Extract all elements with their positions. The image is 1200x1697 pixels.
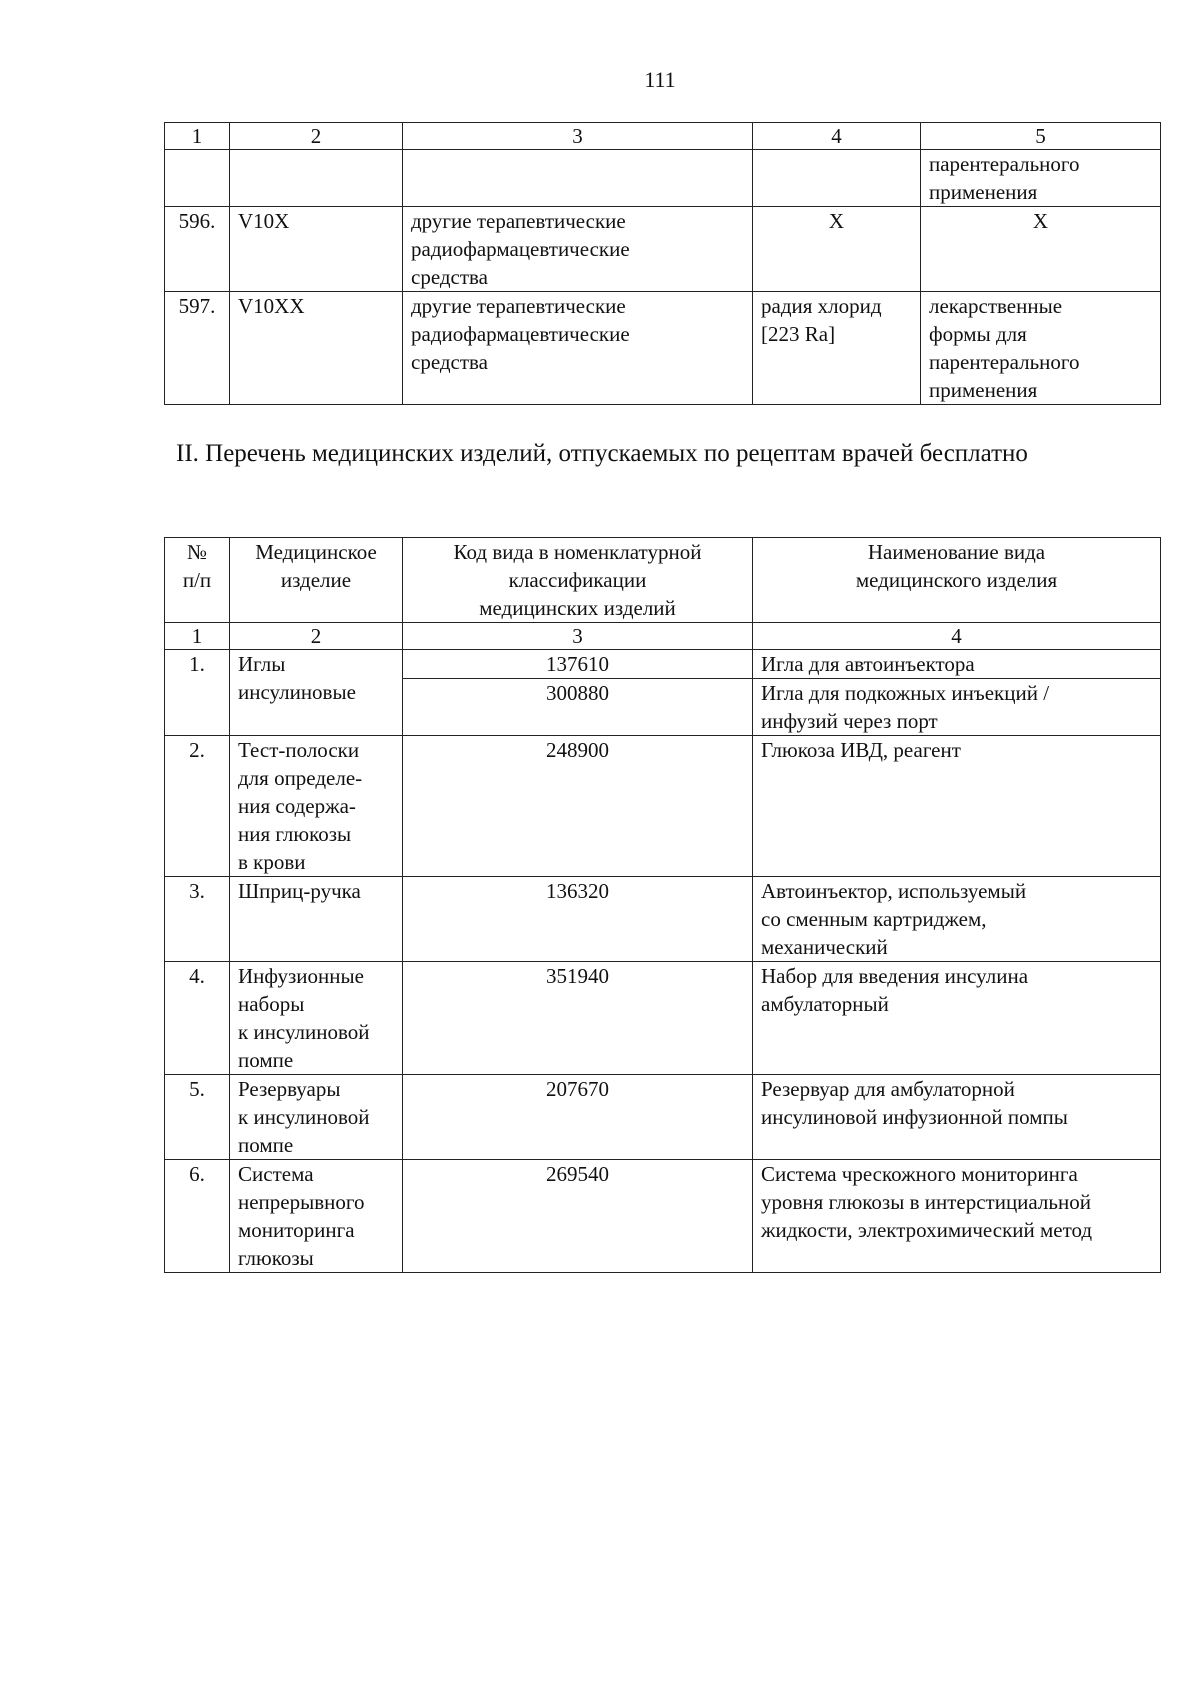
device-type-name: Набор для введения инсулина амбулаторный	[753, 962, 1161, 1075]
row-number: 6.	[165, 1160, 230, 1273]
device-name: Система непрерывного мониторинга глюкозы	[230, 1160, 403, 1273]
dosage-forms: X	[921, 207, 1161, 292]
column-index: 2	[230, 623, 403, 650]
table-row	[165, 962, 1161, 1075]
column-header-type-name: Наименование вида медицинского изделия	[753, 538, 1161, 623]
table-row	[165, 650, 1161, 679]
column-header-device: Медицинское изделие	[230, 538, 403, 623]
device-code: 248900	[403, 736, 753, 877]
column-index: 4	[753, 123, 921, 150]
device-type-name: Игла для подкожных инъекций / инфузий через порт	[753, 679, 1161, 736]
row-number: 3.	[165, 877, 230, 962]
medical-devices-table	[164, 537, 1161, 1273]
row-number: 597.	[165, 292, 230, 405]
table-row	[165, 877, 1161, 962]
column-header-number: № п/п	[165, 538, 230, 623]
atc-code	[230, 150, 403, 207]
atc-group: другие терапевтические радиофармацевтические средства	[403, 292, 753, 405]
table-row	[165, 292, 1161, 405]
dosage-forms: парентерального применения	[921, 150, 1161, 207]
row-number: 5.	[165, 1075, 230, 1160]
column-index: 1	[165, 123, 230, 150]
device-code: 207670	[403, 1075, 753, 1160]
column-index: 5	[921, 123, 1161, 150]
device-name: Иглы инсулиновые	[230, 650, 403, 736]
atc-group: другие терапевтические радиофармацевтические средства	[403, 207, 753, 292]
table-header-row	[165, 538, 1161, 623]
table-row	[165, 1160, 1161, 1273]
table-column-index-row	[165, 623, 1161, 650]
device-name: Резервуары к инсулиновой помпе	[230, 1075, 403, 1160]
table-row	[165, 1075, 1161, 1160]
column-header-code: Код вида в номенклатурной классификации медицинских изделий	[403, 538, 753, 623]
drug-name: X	[753, 207, 921, 292]
device-code: 351940	[403, 962, 753, 1075]
column-index: 4	[753, 623, 1161, 650]
section-title: II. Перечень медицинских изделий, отпускаемых по рецептам врачей бесплатно	[176, 440, 1028, 467]
row-number: 596.	[165, 207, 230, 292]
device-type-name: Резервуар для амбулаторной инсулиновой инфузионной помпы	[753, 1075, 1161, 1160]
device-name: Инфузионные наборы к инсулиновой помпе	[230, 962, 403, 1075]
atc-group	[403, 150, 753, 207]
table-column-index-row	[165, 123, 1161, 150]
device-type-name: Глюкоза ИВД, реагент	[753, 736, 1161, 877]
drug-table-continuation	[164, 122, 1161, 405]
device-type-name: Автоинъектор, используемый со сменным картриджем, механический	[753, 877, 1161, 962]
column-index: 3	[403, 123, 753, 150]
device-code: 300880	[403, 679, 753, 736]
row-number	[165, 150, 230, 207]
device-name: Шприц-ручка	[230, 877, 403, 962]
drug-name: радия хлорид [223 Ra]	[753, 292, 921, 405]
page-number: 111	[644, 67, 676, 92]
table-row	[165, 150, 1161, 207]
device-code: 137610	[403, 650, 753, 679]
device-code: 269540	[403, 1160, 753, 1273]
device-code: 136320	[403, 877, 753, 962]
row-number: 2.	[165, 736, 230, 877]
table-row	[165, 736, 1161, 877]
atc-code: V10XX	[230, 292, 403, 405]
device-name: Тест-полоски для определе- ния содержа- ния глюкозы в крови	[230, 736, 403, 877]
column-index: 3	[403, 623, 753, 650]
row-number: 4.	[165, 962, 230, 1075]
drug-name	[753, 150, 921, 207]
device-type-name: Система чрескожного мониторинга уровня глюкозы в интерстициальной жидкости, электрохимический метод	[753, 1160, 1161, 1273]
device-type-name: Игла для автоинъектора	[753, 650, 1161, 679]
dosage-forms: лекарственные формы для парентерального применения	[921, 292, 1161, 405]
table-row	[165, 207, 1161, 292]
row-number: 1.	[165, 650, 230, 736]
column-index: 1	[165, 623, 230, 650]
atc-code: V10X	[230, 207, 403, 292]
column-index: 2	[230, 123, 403, 150]
